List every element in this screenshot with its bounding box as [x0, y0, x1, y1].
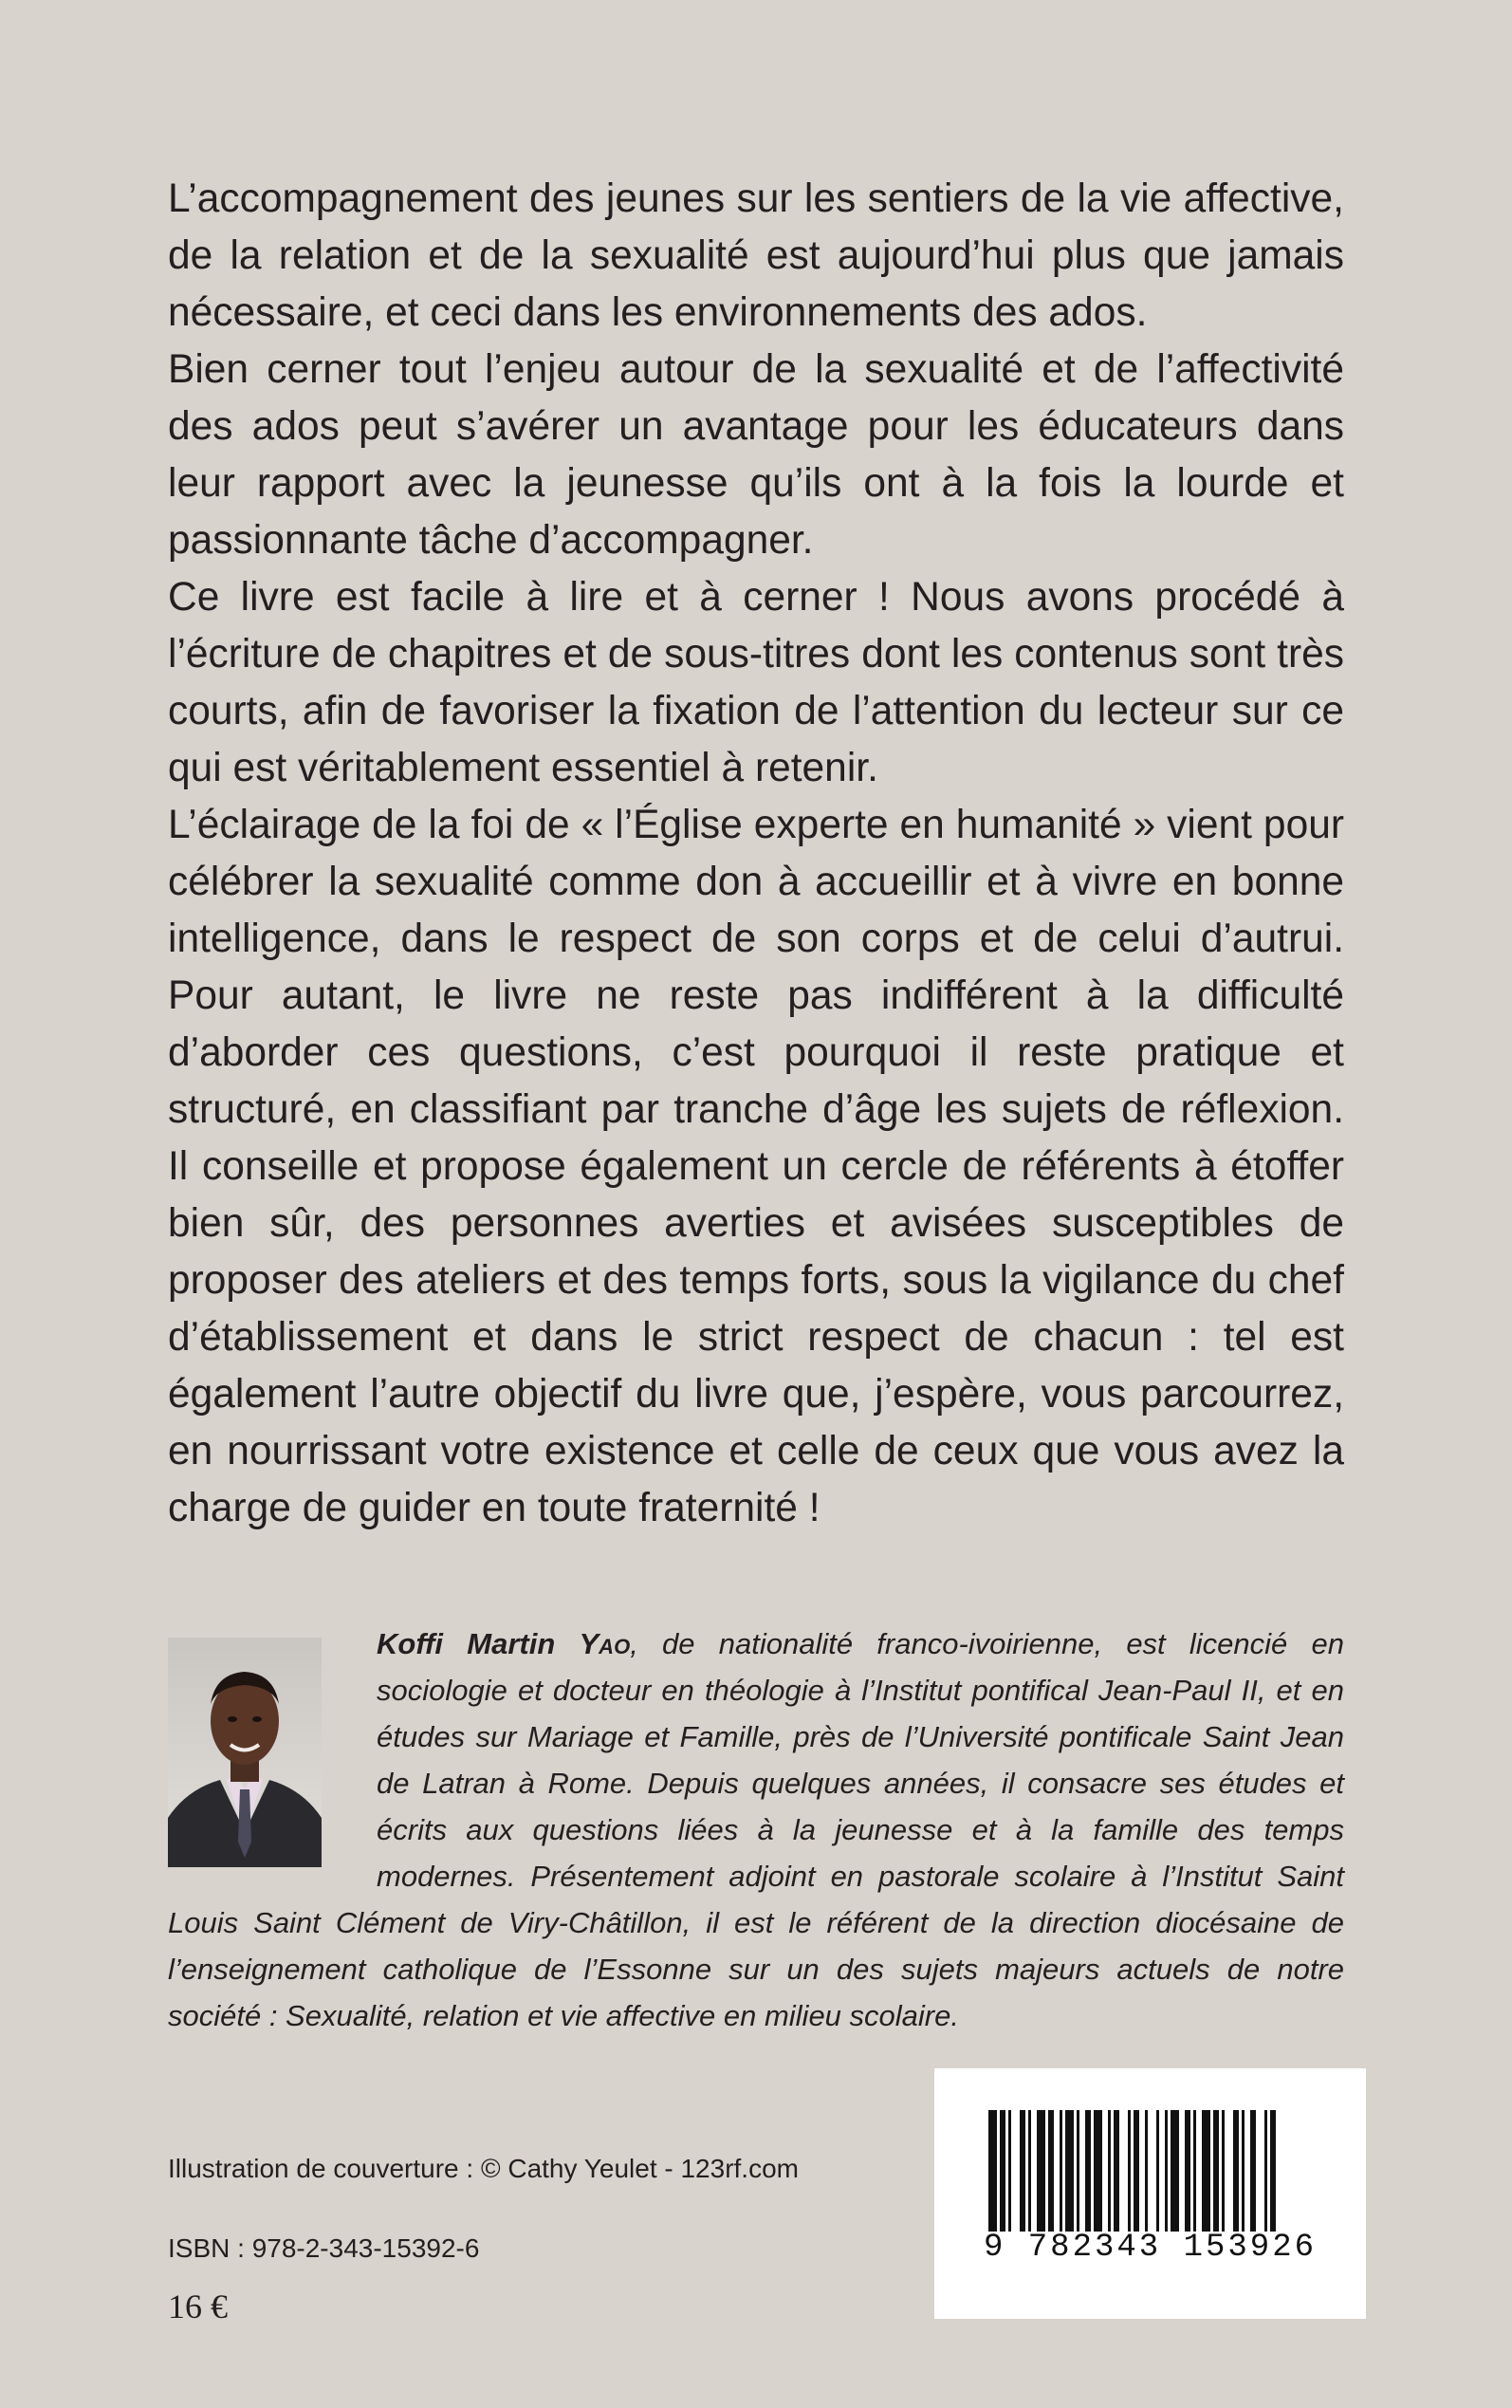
barcode-bar [1242, 2110, 1245, 2232]
barcode-bar [1165, 2110, 1168, 2232]
barcode-bar [1145, 2110, 1148, 2232]
cover-illustration-credit: Illustration de couverture : © Cathy Yeulet - 123rf.com [168, 2154, 799, 2183]
barcode-bar [1065, 2110, 1074, 2232]
barcode-bar [988, 2110, 997, 2232]
barcode-bar [1128, 2110, 1131, 2232]
barcode-bar [1264, 2110, 1267, 2232]
barcode [934, 2068, 1366, 2319]
barcode-bar [1213, 2110, 1219, 2232]
author-surname: Yao [579, 1627, 631, 1660]
barcode-bar [1020, 2110, 1025, 2232]
barcode-bar [1008, 2110, 1011, 2232]
barcode-digits: 9 782343 153926 [983, 2230, 1318, 2266]
barcode-bar [1085, 2110, 1091, 2232]
author-portrait-image [168, 1638, 322, 1867]
blurb-paragraph: Bien cerner tout l’enjeu autour de la sexualité et de l’affectivité des ados peut s’avérer un avantage pour les éducateurs dans leur rapport avec la jeunesse qu’ils ont à la fois la lourde et passionnante tâche d’accompagner. [168, 347, 1344, 563]
barcode-bar [1134, 2110, 1139, 2232]
barcode-bar [1108, 2110, 1111, 2232]
barcode-bar [1048, 2110, 1054, 2232]
isbn: ISBN : 978-2-343-15392-6 [168, 2233, 480, 2263]
barcode-bar [1233, 2110, 1239, 2232]
barcode-bar [1114, 2110, 1119, 2232]
barcode-bar [1185, 2110, 1190, 2232]
barcode-bar [1060, 2110, 1062, 2232]
author-first-names: Koffi Martin [377, 1627, 556, 1660]
author-name [377, 1627, 630, 1660]
barcode-bar [1171, 2110, 1179, 2232]
price: 16 € [168, 2288, 228, 2325]
blurb-paragraph: L’accompagnement des jeunes sur les sentiers de la vie affective, de la relation et de la sexualité est aujourd’hui plus que jamais nécessaire, et ceci dans les environnements des ados. [168, 176, 1344, 335]
blurb-paragraph: L’éclairage de la foi de « l’Église experte en humanité » vient pour célébrer la sexualité comme don à accueillir et à vivre en bonne intelligence, dans le respect de son corps et de celui d’autrui. Pour autant, le livre ne reste pas indifférent à la difficulté d’aborder ces questions, c’est pourquoi il reste pratique et structuré, en classifiant par tranche d’âge les sujets de réflexion. Il conseille et propose également un cercle de référents à étoffer bien sûr, des personnes averties et avisées susceptibles de proposer des ateliers et des temps forts, sous la vigilance du chef d’établissement et dans le strict respect de chacun : tel est également l’autre objectif du livre que, j’espère, vous parcourrez, en nourrissant votre existence et celle de ceux que vous avez la charge de guider en toute fraternité ! [168, 803, 1344, 1530]
barcode-bar [1202, 2110, 1210, 2232]
barcode-bar [1000, 2110, 1005, 2232]
barcode-bar [1077, 2110, 1079, 2232]
author-bio [168, 1621, 1344, 2039]
barcode-bar [1250, 2110, 1256, 2232]
barcode-bar [1222, 2110, 1225, 2232]
barcode-bar [1037, 2110, 1045, 2232]
author-bio-text: , de nationalité franco-ivoirienne, est licencié en sociologie et docteur en théologie à l’Institut pontifical Jean-Paul II, et en études sur Mariage et Famille, près de l’Université pontificale Saint Jean de Latran à Rome. Depuis quelques années, il consacre ses études et écrits aux questions liées à la jeunesse et à la famille des temps modernes. Présentement adjoint en pastorale scolaire à l’Institut Saint Louis Saint Clément de Viry-Châtillon, il est le référent de la direction diocésaine de l’enseignement catholique de l’Essonne sur un des sujets majeurs actuels de notre société : Sexualité, relation et vie affective en milieu scolaire. [168, 1627, 1344, 2032]
back-cover-blurb [168, 171, 1344, 1537]
barcode-bar [1270, 2110, 1276, 2232]
barcode-bar [1193, 2110, 1196, 2232]
barcode-bar [1094, 2110, 1102, 2232]
author-photo [168, 1638, 322, 1867]
blurb-paragraph: Ce livre est facile à lire et à cerner ! Nous avons procédé à l’écriture de chapitres et de sous-titres dont les contenus sont très courts, afin de favoriser la fixation de l’attention du lecteur sur ce qui est véritablement essentiel à retenir. [168, 575, 1344, 790]
barcode-bar [1156, 2110, 1159, 2232]
barcode-bar [1028, 2110, 1031, 2232]
